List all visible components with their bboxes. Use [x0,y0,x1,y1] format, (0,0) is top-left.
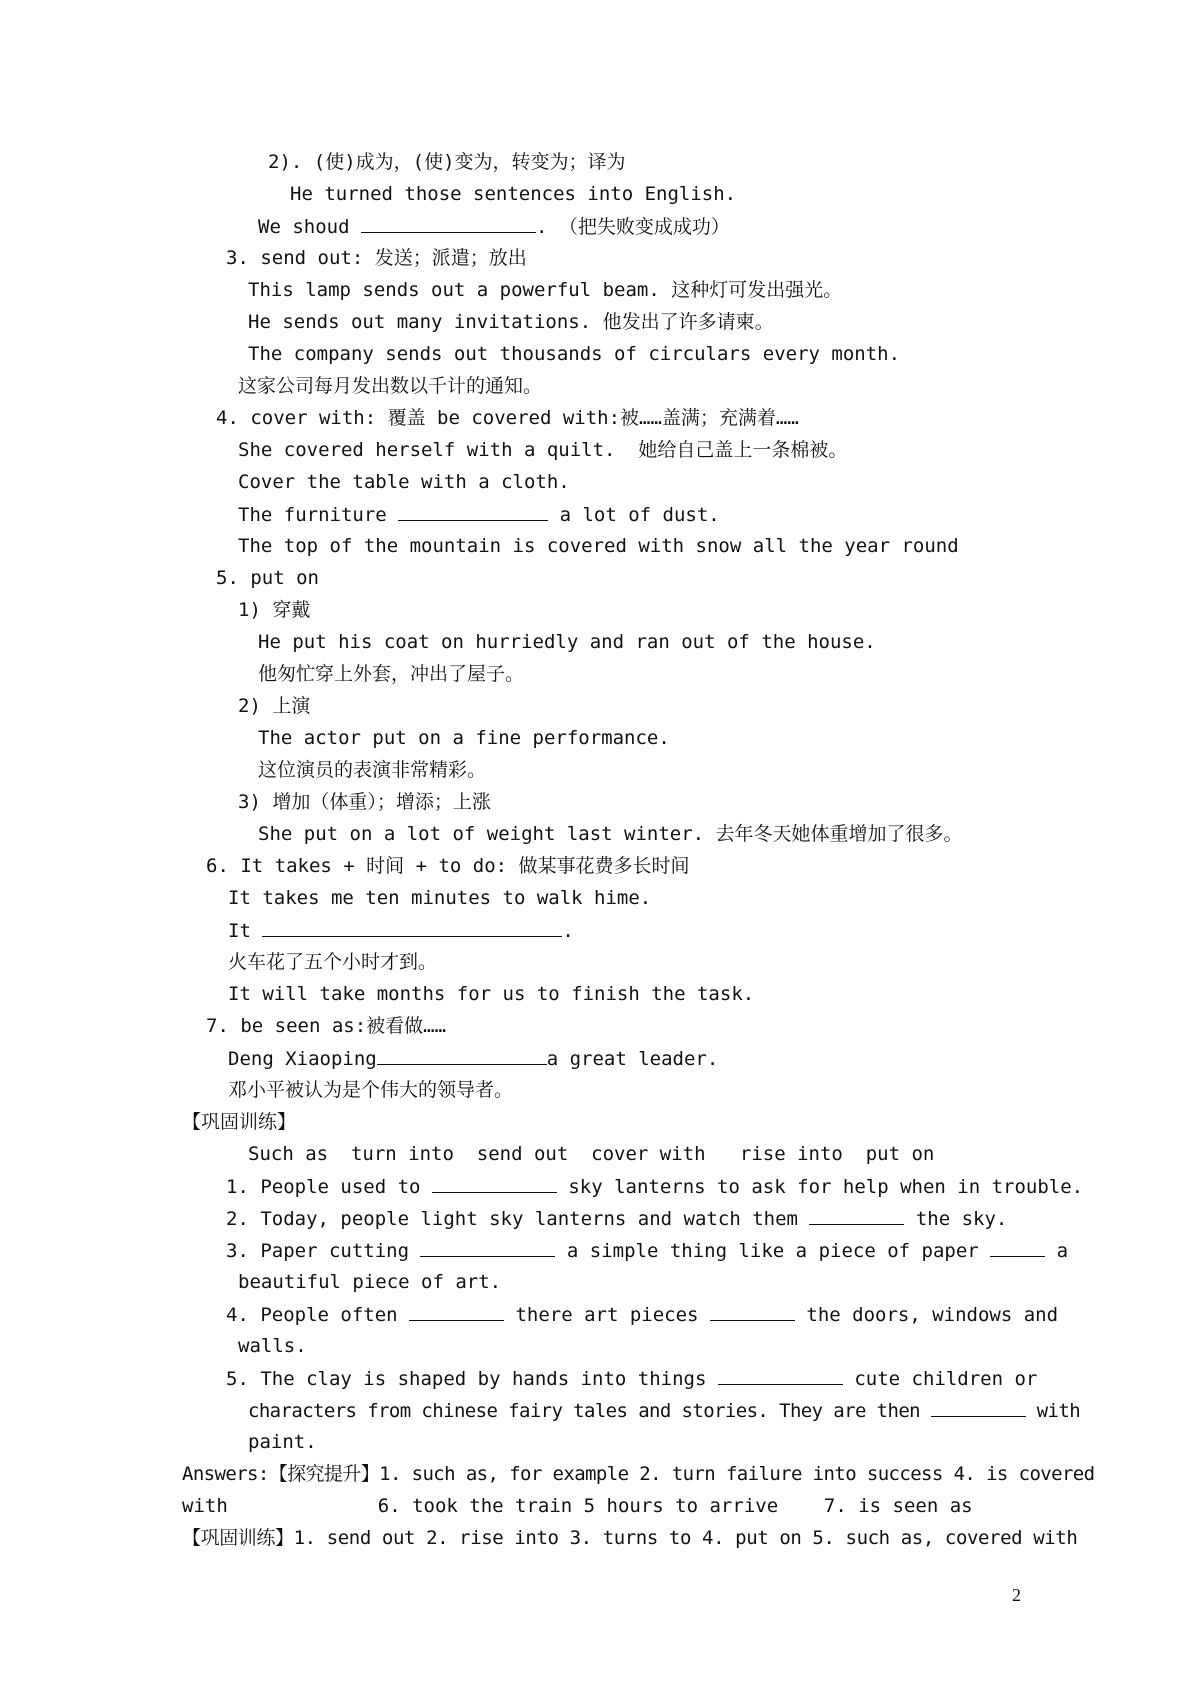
question-text: characters from chinese fairy tales and stories. They are then [248,1400,931,1422]
sentence-start: It [228,920,263,942]
section-7-heading: 7. be seen as:被看做…… [206,1015,447,1037]
answer-blank [398,502,548,521]
example-sentence: She covered herself with a quilt. 她给自己盖上一条棉被。 [238,439,848,461]
question-text: 5. The clay is shaped by hands into things [226,1368,718,1390]
answer-blank [409,1302,504,1321]
sub-heading: 2) 上演 [238,695,311,717]
example-sentence: The company sends out thousands of circulars every month. [248,343,901,365]
practice-question-5-cont [248,1398,1080,1423]
example-sentence: The top of the mountain is covered with snow all the year round [238,535,959,557]
example-translation: 这家公司每月发出数以千计的通知。 [238,375,543,397]
example-sentence: He turned those sentences into English. [290,183,737,205]
sentence-end: . （把失败变成成功） [535,216,730,238]
question-text: there art pieces [504,1304,710,1326]
example-translation: 他匆忙穿上外套，冲出了屋子。 [258,663,525,685]
practice-question-2 [226,1206,1007,1231]
fill-in-sentence [238,502,720,527]
answer-blank [377,1046,547,1065]
answer-blank [931,1398,1026,1417]
fill-in-sentence [258,214,730,239]
example-sentence: He put his coat on hurriedly and ran out of the house. [258,631,876,653]
sentence-start: Deng Xiaoping [228,1048,377,1070]
answers-line-1: Answers:【探究提升】1. such as, for example 2. turn failure into success 4. is covered [182,1463,1095,1485]
answers-text: with [182,1495,228,1517]
page-number: 2 [1012,1585,1021,1605]
example-translation: 邓小平被认为是个伟大的领导者。 [228,1079,514,1101]
answer-blank [420,1238,555,1257]
sub-heading: 3) 增加（体重）；增添；上涨 [238,791,491,813]
answer-blank [710,1302,795,1321]
answer-blank [809,1206,904,1225]
sentence-end: a lot of dust. [548,504,720,526]
practice-question-4 [226,1302,1058,1327]
practice-question-4-cont: walls. [238,1335,307,1357]
answer-blank [361,214,536,233]
answers-line-3: 【巩固训练】1. send out 2. rise into 3. turns to 4. put on 5. such as, covered with [182,1527,1078,1549]
example-translation: 这位演员的表演非常精彩。 [258,759,487,781]
practice-question-1 [226,1174,1083,1199]
example-sentence: This lamp sends out a powerful beam. 这种灯可发出强光。 [248,279,843,301]
answer-blank [262,918,562,937]
sentence-end: . [562,920,574,942]
practice-question-5-cont: paint. [248,1431,317,1453]
answers-text: 6. took the train 5 hours to arrive 7. is seen as [377,1495,973,1517]
sentence-start: The furniture [238,504,399,526]
word-bank: Such as turn into send out cover with rise into put on [248,1143,935,1165]
example-sentence: It takes me ten minutes to walk hime. [228,887,652,909]
example-sentence: It will take months for us to finish the task. [228,983,755,1005]
example-translation: 火车花了五个小时才到。 [228,951,438,973]
question-text: with [1025,1400,1081,1422]
question-text: a simple thing like a piece of paper [555,1240,991,1262]
question-text: 2. Today, people light sky lanterns and watch them [226,1208,810,1230]
sentence-end: a great leader. [546,1048,719,1070]
question-text: the sky. [904,1208,1008,1230]
question-text: 3. Paper cutting [226,1240,421,1262]
example-sentence: The actor put on a fine performance. [258,727,670,749]
question-text: cute children or [842,1368,1038,1390]
fill-in-sentence [228,918,574,943]
sub-heading: 1) 穿戴 [238,599,311,621]
practice-heading: 【巩固训练】 [182,1111,297,1133]
question-text: 4. People often [226,1304,410,1326]
practice-question-5 [226,1366,1037,1391]
question-text: a [1045,1240,1069,1262]
example-sentence: He sends out many invitations. 他发出了许多请柬。 [248,311,774,333]
example-sentence: Cover the table with a cloth. [238,471,570,493]
practice-question-3 [226,1238,1068,1263]
answers-line-2 [182,1494,973,1518]
example-sentence: She put on a lot of weight last winter. 去年冬天她体重增加了很多。 [258,823,963,845]
answer-blank [718,1366,843,1385]
answer-blank [432,1174,557,1193]
section-6-heading: 6. It takes + 时间 + to do: 做某事花费多长时间 [206,855,690,877]
section-5-heading: 5. put on [216,567,319,589]
section-4-heading: 4. cover with: 覆盖 be covered with:被……盖满；充满着…… [216,407,799,429]
sentence-start: We shoud [258,216,361,238]
question-text: 1. People used to [226,1176,432,1198]
section-3-heading: 3. send out: 发送；派遣；放出 [226,247,527,269]
question-text: sky lanterns to ask for help when in trouble. [556,1176,1084,1198]
practice-question-3-cont: beautiful piece of art. [238,1271,502,1293]
section-2-heading: 2). (使)成为，(使)变为，转变为；译为 [268,151,626,173]
answer-blank [990,1238,1045,1257]
question-text: the doors, windows and [794,1304,1059,1326]
fill-in-sentence [228,1046,718,1071]
